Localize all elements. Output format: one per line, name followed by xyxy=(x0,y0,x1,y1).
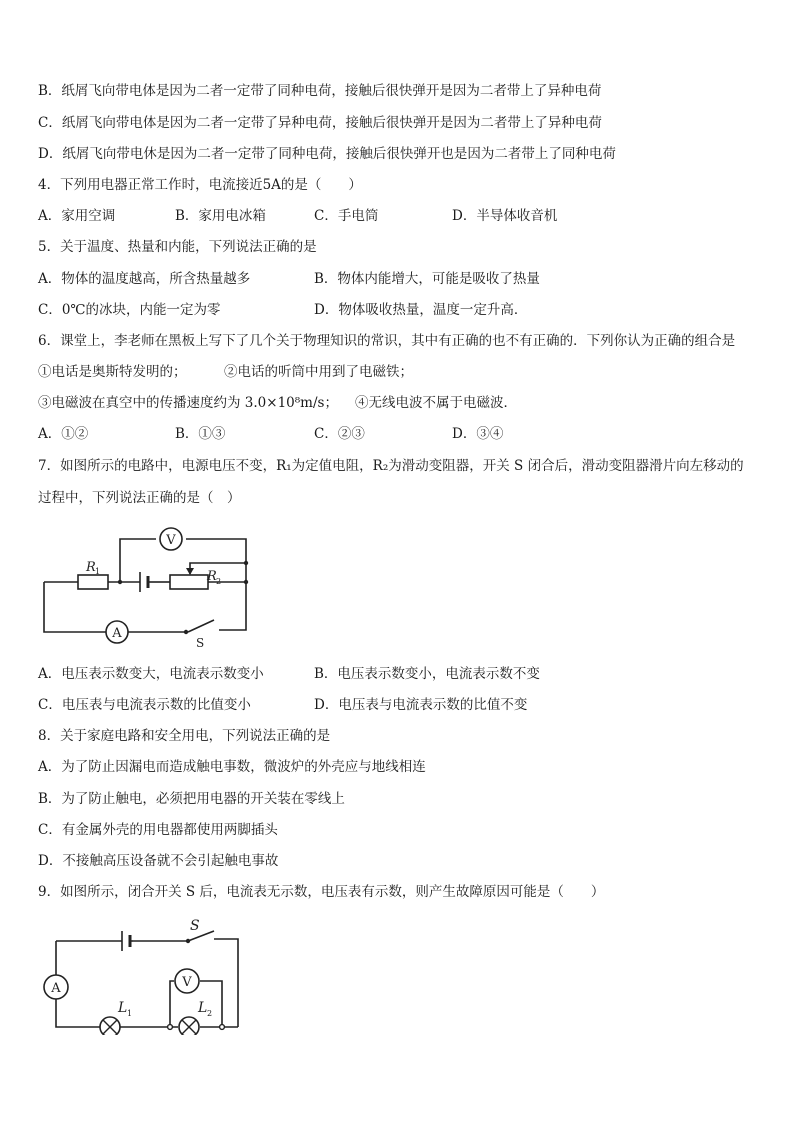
q6-statement-3: ③电磁波在真空中的传播速度约为 3.0×10⁸m/s； xyxy=(38,395,338,411)
q6-option-a: A．①② xyxy=(38,426,89,442)
q7-circuit-diagram xyxy=(36,522,256,650)
r2-label: R xyxy=(207,569,217,584)
q5-option-b: B．物体内能增大，可能是吸收了热量 xyxy=(314,271,540,287)
q8-option-c: C．有金属外壳的用电器都使用两脚插头 xyxy=(38,822,278,838)
q4-option-d: D．半导体收音机 xyxy=(452,208,558,224)
q7-option-a: A．电压表示数变大，电流表示数变小 xyxy=(38,666,264,682)
l1-subscript: 1 xyxy=(127,1009,133,1018)
r2-subscript: 2 xyxy=(216,577,222,586)
ammeter-label: A xyxy=(112,626,122,641)
r1-label: R xyxy=(86,560,96,575)
q4-option-c: C．手电筒 xyxy=(314,208,379,224)
q6-option-d: D．③④ xyxy=(452,426,504,442)
q5-stem: 5．关于温度、热量和内能，下列说法正确的是 xyxy=(38,239,317,255)
q9-stem: 9．如图所示，闭合开关 S 后，电流表无示数，电压表有示数，则产生故障原因可能是（ ） xyxy=(38,884,605,900)
q6-statement-2: ②电话的听筒中用到了电磁铁； xyxy=(224,364,413,380)
voltmeter-label: V xyxy=(182,975,192,990)
q3-option-c: C．纸屑飞向带电体是因为二者一定带了异种电荷，接触后很快弹开是因为二者带上了异种电荷 xyxy=(38,115,602,131)
q7-stem-line2: 过程中，下列说法正确的是（ ） xyxy=(38,490,241,506)
switch-label: S xyxy=(190,918,200,934)
q5-option-a: A．物体的温度越高，所含热量越多 xyxy=(38,271,251,287)
q6-option-b: B．①③ xyxy=(175,426,226,442)
q5-option-d: D．物体吸收热量，温度一定升高． xyxy=(314,302,528,318)
r2-rheostat xyxy=(170,575,208,589)
lamp-l1-icon xyxy=(100,1017,120,1035)
q5-option-c: C．0℃的冰块，内能一定为零 xyxy=(38,302,221,318)
slider-arrow-icon xyxy=(186,568,194,575)
q4-option-b: B．家用电冰箱 xyxy=(175,208,266,224)
l2-label: L xyxy=(198,1000,208,1016)
q9-circuit-diagram xyxy=(36,915,248,1035)
q8-stem: 8．关于家庭电路和安全用电，下列说法正确的是 xyxy=(38,728,331,744)
q7-option-b: B．电压表示数变小，电流表示数不变 xyxy=(314,666,540,682)
q7-option-c: C．电压表与电流表示数的比值变小 xyxy=(38,697,251,713)
l1-label: L xyxy=(118,1000,128,1016)
q6-stem: 6．课堂上，李老师在黑板上写下了几个关于物理知识的常识，其中有正确的也不有正确的．下列你认为正确的组合是 xyxy=(38,333,736,349)
q4-option-a: A．家用空调 xyxy=(38,208,116,224)
q8-option-a: A．为了防止因漏电而造成触电事数，微波炉的外壳应与地线相连 xyxy=(38,759,426,775)
ammeter-label: A xyxy=(51,981,61,996)
voltmeter-label: V xyxy=(166,533,176,548)
q3-option-d: D．纸屑飞向带电休是因为二者一定带了同种电荷，接触后很快弹开也是因为二者带上了同种电荷 xyxy=(38,146,616,162)
q6-option-c: C．②③ xyxy=(314,426,365,442)
lamp-l2-icon xyxy=(179,1017,199,1035)
r1-resistor xyxy=(78,575,108,589)
q8-option-d: D．不接触高压设备就不会引起触电事故 xyxy=(38,853,279,869)
switch-label: S xyxy=(196,636,205,650)
q6-statement-4: ④无线电波不属于电磁波． xyxy=(355,395,517,411)
q3-option-b: B．纸屑飞向带电体是因为二者一定带了同种电荷，接触后很快弹开是因为二者带上了异种电荷 xyxy=(38,83,602,99)
q4-stem: 4．下列用电器正常工作时，电流接近5A的是（ ） xyxy=(38,177,362,193)
l2-subscript: 2 xyxy=(207,1009,213,1018)
q6-statement-1: ①电话是奥斯特发明的； xyxy=(38,364,187,380)
q8-option-b: B．为了防止触电，必须把用电器的开关装在零线上 xyxy=(38,791,345,807)
q7-stem-line1: 7．如图所示的电路中，电源电压不变，R₁为定值电阻，R₂为滑动变阻器，开关 S 闭合后，滑动变阻器滑片向左移动的 xyxy=(38,458,744,474)
r1-subscript: 1 xyxy=(95,567,101,576)
q7-option-d: D．电压表与电流表示数的比值不变 xyxy=(314,697,528,713)
